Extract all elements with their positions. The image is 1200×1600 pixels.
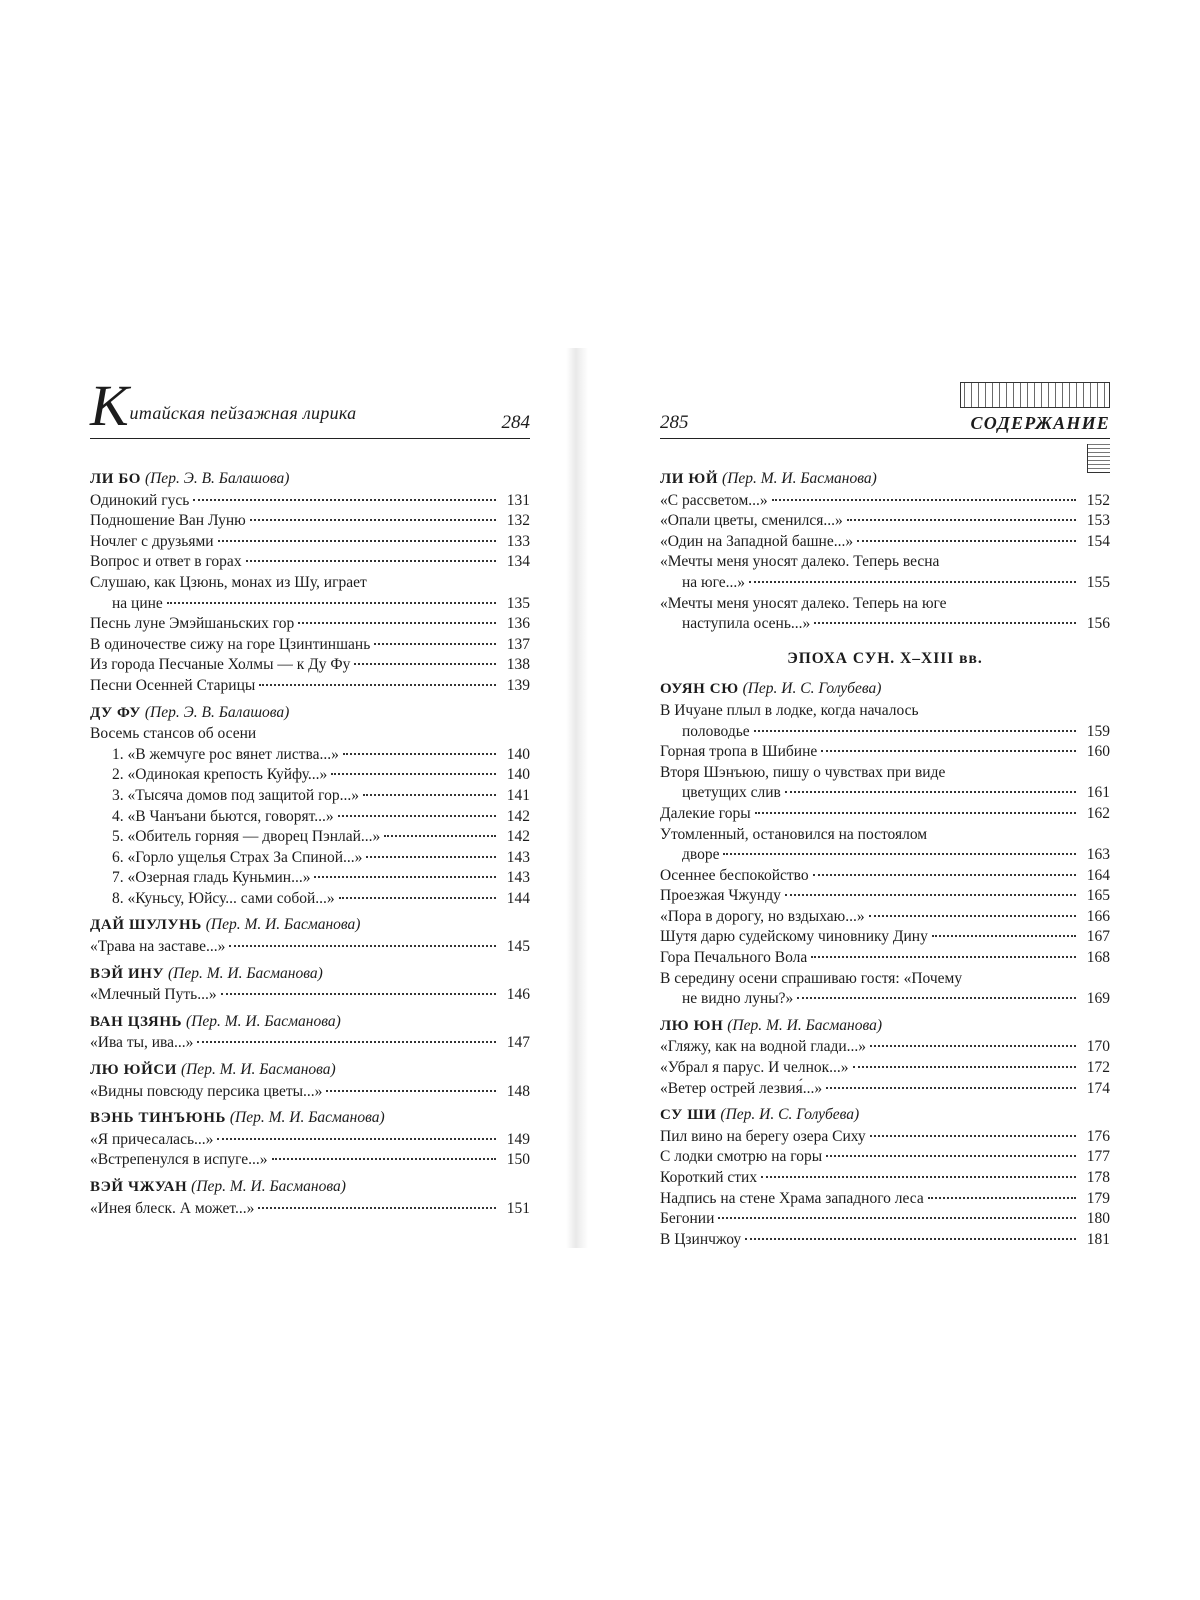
- entry-title: 8. «Куньсу, Юйсу... сами собой...»: [112, 889, 335, 907]
- entry-title-line[interactable]: «Мечты меня уносят далеко. Теперь на юге: [660, 594, 947, 612]
- entry-title: Гора Печального Вола: [660, 949, 808, 967]
- group-title: Восемь стансов об осени: [90, 725, 257, 743]
- entry-page: 155: [1086, 573, 1110, 591]
- entry-title: Осеннее беспокойство: [660, 866, 809, 884]
- toc-entry[interactable]: [660, 783, 1110, 804]
- entry-page: 179: [1086, 1189, 1110, 1207]
- entry-title: Подношение Ван Луню: [90, 512, 246, 530]
- entry-page: 180: [1086, 1210, 1110, 1228]
- entry-page: 164: [1086, 866, 1110, 884]
- translator-credit: (Пер. М. И. Басманова): [205, 916, 361, 934]
- toc-entry[interactable]: [660, 989, 1110, 1010]
- toc-entry[interactable]: [90, 745, 530, 766]
- entry-page: 143: [506, 848, 530, 866]
- toc-entry[interactable]: [660, 532, 1110, 553]
- entry-title: на цине: [112, 594, 163, 612]
- toc-entry[interactable]: [660, 1230, 1110, 1251]
- entry-title: Одинокий гусь: [90, 491, 190, 509]
- entry-title: Горная тропа в Шибине: [660, 743, 818, 761]
- entry-title: Пил вино на берегу озера Сиху: [660, 1127, 866, 1145]
- toc-entry[interactable]: [90, 765, 530, 786]
- toc-entry[interactable]: [660, 804, 1110, 825]
- author-heading: [90, 1060, 530, 1081]
- entry-title: 6. «Горло ущелья Страх За Спиной...»: [112, 848, 363, 866]
- toc-entry[interactable]: [660, 742, 1110, 763]
- entry-title: Песни Осенней Старицы: [90, 676, 256, 694]
- ornament-border-decoration: [960, 382, 1110, 408]
- ornament-corner-decoration: [1087, 444, 1110, 473]
- toc-entry[interactable]: [660, 614, 1110, 635]
- entry-title: 7. «Озерная гладь Куньмин...»: [112, 869, 311, 887]
- entry-page: 163: [1086, 846, 1110, 864]
- entry-title: Далекие горы: [660, 804, 751, 822]
- entry-title: «Видны повсюду персика цветы...»: [90, 1082, 323, 1100]
- toc-entry[interactable]: [90, 985, 530, 1006]
- entry-page: 140: [506, 745, 530, 763]
- entry-page: 152: [1086, 491, 1110, 509]
- toc-entry[interactable]: [660, 722, 1110, 743]
- entry-title: Ночлег с друзьями: [90, 532, 214, 550]
- entry-title: С лодки смотрю на горы: [660, 1148, 823, 1166]
- toc-entry[interactable]: [660, 1209, 1110, 1230]
- left-page-header: [90, 373, 530, 439]
- translator-credit: (Пер. М. И. Басманова): [186, 1012, 341, 1030]
- translator-credit: (Пер. И. С. Голубева): [720, 1106, 860, 1124]
- entry-title: Надпись на стене Храма западного леса: [660, 1189, 924, 1207]
- entry-title: цветущих слив: [682, 784, 781, 802]
- toc-entry[interactable]: [660, 1037, 1110, 1058]
- author-name: ВЭЙ ЧЖУАН: [90, 1179, 188, 1195]
- toc-entry[interactable]: [90, 676, 530, 697]
- entry-page: 144: [506, 889, 530, 907]
- translator-credit: (Пер. М. И. Басманова): [168, 964, 323, 982]
- entry-page: 165: [1086, 887, 1110, 905]
- entry-page: 181: [1086, 1230, 1110, 1248]
- entry-page: 147: [506, 1034, 530, 1052]
- author-name: ЛЮ ЮН: [660, 1017, 724, 1034]
- page-number: 284: [501, 412, 530, 433]
- entry-page: 167: [1086, 928, 1110, 946]
- author-heading: [90, 703, 530, 724]
- author-name: ЛЮ ЮЙСИ: [90, 1062, 178, 1079]
- entry-title: Шутя дарю судейскому чиновнику Дину: [660, 928, 928, 946]
- entry-title: «Млечный Путь...»: [90, 986, 217, 1004]
- toc-entry[interactable]: [90, 614, 530, 635]
- toc-entry[interactable]: [660, 907, 1110, 928]
- entry-title: «Ива ты, ива...»: [90, 1034, 194, 1052]
- translator-credit: (Пер. М. И. Басманова): [191, 1178, 346, 1195]
- author-name: ВЭНЬ ТИНЪЮНЬ: [90, 1110, 227, 1127]
- entry-title: Вопрос и ответ в горах: [90, 553, 242, 571]
- entry-title: Проезжая Чжунду: [660, 887, 781, 905]
- entry-title-line[interactable]: В Ичуане плыл в лодке, когда началось: [660, 701, 919, 719]
- entry-title: 1. «В жемчуге рос вянет листва...»: [112, 745, 339, 763]
- toc-entry[interactable]: [90, 786, 530, 807]
- entry-title: на юге...»: [682, 573, 746, 591]
- entry-page: 153: [1086, 512, 1110, 530]
- entry-page: 138: [506, 656, 530, 674]
- toc-entry[interactable]: [660, 948, 1110, 969]
- toc-entry[interactable]: [660, 1168, 1110, 1189]
- toc-entry[interactable]: [660, 491, 1110, 512]
- entry-title: В одиночестве сижу на горе Цзинтиншань: [90, 635, 371, 653]
- translator-credit: (Пер. М. И. Басманова): [722, 470, 877, 487]
- entry-page: 131: [506, 491, 530, 509]
- entry-title: «Гляжу, как на водной глади...»: [660, 1038, 867, 1056]
- entry-page: 135: [506, 594, 530, 612]
- entry-page: 170: [1086, 1038, 1110, 1056]
- author-name: ДАЙ ШУЛУНЬ: [90, 917, 202, 934]
- running-title-initial: К: [90, 373, 129, 438]
- entry-page: 176: [1086, 1127, 1110, 1145]
- left-page: [90, 373, 530, 1219]
- entry-title: наступила осень...»: [682, 615, 811, 633]
- author-heading: [660, 679, 1110, 700]
- toc-entry[interactable]: [90, 807, 530, 828]
- entry-title: Из города Песчаные Холмы — к Ду Фу: [90, 656, 351, 674]
- toc-entry[interactable]: [660, 927, 1110, 948]
- entry-page: 137: [506, 635, 530, 653]
- entry-title: «Убрал я парус. И челнок...»: [660, 1059, 849, 1077]
- entry-page: 139: [506, 676, 530, 694]
- right-page-header: [660, 380, 1110, 439]
- toc-entry[interactable]: [90, 937, 530, 958]
- entry-title: «С рассветом...»: [660, 491, 768, 509]
- entry-page: 134: [506, 553, 530, 571]
- author-heading: [660, 1105, 1110, 1126]
- toc-entry[interactable]: [90, 1082, 530, 1103]
- entry-title: 2. «Одинокая крепость Куйфу...»: [112, 766, 328, 784]
- author-name: ЛИ ЮЙ: [660, 471, 719, 487]
- era-heading: ЭПОХА СУН. X–XIII вв.: [787, 649, 983, 667]
- toc-entry[interactable]: [90, 655, 530, 676]
- entry-title: «Трава на заставе...»: [90, 938, 226, 956]
- author-heading: [90, 1108, 530, 1129]
- table-of-contents-right: [660, 469, 1110, 1250]
- toc-entry[interactable]: [90, 635, 530, 656]
- author-heading: [660, 469, 1110, 490]
- entry-title-line[interactable]: Утомленный, остановился на постоялом: [660, 825, 928, 843]
- entry-title: «Пора в дорогу, но вздыхаю...»: [660, 907, 865, 925]
- author-name: ВЭЙ ИНУ: [90, 965, 165, 982]
- author-name: ОУЯН СЮ: [660, 681, 739, 698]
- entry-page: 162: [1086, 804, 1110, 822]
- author-heading: [90, 915, 530, 936]
- toc-entry[interactable]: [90, 491, 530, 512]
- entry-page: 149: [506, 1130, 530, 1148]
- entry-page: 145: [506, 938, 530, 956]
- entry-page: 160: [1086, 743, 1110, 761]
- entry-title: не видно луны?»: [682, 990, 794, 1008]
- entry-title: В Цзинчжоу: [660, 1230, 742, 1248]
- entry-title: «Встрепенулся в испуге...»: [90, 1151, 268, 1169]
- entry-title-line[interactable]: «Мечты меня уносят далеко. Теперь весна: [660, 553, 940, 571]
- entry-page: 148: [506, 1082, 530, 1100]
- toc-entry[interactable]: [90, 1150, 530, 1171]
- author-name: СУ ШИ: [660, 1107, 717, 1124]
- toc-entry[interactable]: [90, 532, 530, 553]
- right-page: [660, 380, 1110, 1250]
- entry-title: Бегонии: [660, 1210, 715, 1228]
- entry-title: «Опали цветы, сменился...»: [660, 512, 843, 530]
- toc-entry[interactable]: [660, 1079, 1110, 1100]
- entry-page: 136: [506, 615, 530, 633]
- toc-entry[interactable]: [660, 511, 1110, 532]
- entry-page: 150: [506, 1151, 530, 1169]
- table-of-contents-left: [90, 469, 530, 1219]
- toc-entry[interactable]: [90, 848, 530, 869]
- entry-title: 4. «В Чанъани бьются, говорят...»: [112, 807, 334, 825]
- entry-page: 143: [506, 869, 530, 887]
- entry-title-line[interactable]: Вторя Шэнъюю, пишу о чувствах при виде: [660, 763, 946, 781]
- entry-page: 169: [1086, 990, 1110, 1008]
- running-title-text: итайская пейзажная лирика: [129, 403, 357, 423]
- page-number: 285: [660, 412, 689, 433]
- author-heading: [90, 1012, 530, 1033]
- entry-page: 146: [506, 986, 530, 1004]
- entry-page: 142: [506, 828, 530, 846]
- toc-entry[interactable]: [660, 1189, 1110, 1210]
- toc-entry[interactable]: [90, 594, 530, 615]
- author-heading: [90, 964, 530, 985]
- toc-entry[interactable]: [660, 866, 1110, 887]
- entry-title: 3. «Тысяча домов под защитой гор...»: [112, 786, 359, 804]
- author-heading: [90, 1177, 530, 1198]
- translator-credit: (Пер. Э. В. Балашова): [144, 703, 290, 721]
- entry-title: дворе: [682, 846, 720, 864]
- toc-entry[interactable]: [90, 1033, 530, 1054]
- toc-entry[interactable]: [660, 573, 1110, 594]
- entry-page: 166: [1086, 907, 1110, 925]
- entry-page: 140: [506, 766, 530, 784]
- entry-title: «Инея блеск. А может...»: [90, 1199, 255, 1217]
- toc-entry[interactable]: [660, 1147, 1110, 1168]
- entry-title: Песнь луне Эмэйшаньских гор: [90, 615, 295, 633]
- entry-page: 174: [1086, 1079, 1110, 1097]
- section-title: СОДЕРЖАНИЕ: [970, 413, 1110, 433]
- entry-title: «Ветер острей лезвия́...»: [660, 1079, 823, 1097]
- entry-title-line[interactable]: Слушаю, как Цзюнь, монах из Шу, играет: [90, 573, 367, 591]
- entry-title: «Один на Западной башне...»: [660, 532, 854, 550]
- entry-title: Короткий стих: [660, 1169, 758, 1186]
- author-name: ВАН ЦЗЯНЬ: [90, 1013, 183, 1030]
- entry-page: 132: [506, 512, 530, 530]
- entry-page: 172: [1086, 1059, 1110, 1077]
- entry-page: 142: [506, 807, 530, 825]
- toc-entry[interactable]: [660, 1058, 1110, 1079]
- translator-credit: (Пер. М. И. Басманова): [727, 1016, 882, 1034]
- entry-page: 159: [1086, 722, 1110, 740]
- author-heading: [90, 469, 530, 490]
- toc-entry[interactable]: [90, 1130, 530, 1151]
- translator-credit: (Пер. М. И. Басманова): [180, 1061, 336, 1079]
- toc-entry[interactable]: [660, 845, 1110, 866]
- translator-credit: (Пер. Э. В. Балашова): [144, 470, 290, 487]
- toc-entry[interactable]: [90, 1199, 530, 1220]
- toc-entry[interactable]: [90, 552, 530, 573]
- entry-page: 141: [506, 786, 530, 804]
- author-heading: [660, 1016, 1110, 1037]
- entry-page: 154: [1086, 532, 1110, 550]
- entry-page: 168: [1086, 949, 1110, 967]
- running-title: [90, 373, 357, 438]
- entry-title: «Я причесалась...»: [90, 1130, 214, 1148]
- entry-page: 151: [506, 1199, 530, 1217]
- translator-credit: (Пер. И. С. Голубева): [742, 680, 882, 698]
- entry-title-line[interactable]: В середину осени спрашиваю гостя: «Почему: [660, 969, 963, 987]
- entry-page: 156: [1086, 615, 1110, 633]
- toc-entry[interactable]: [90, 827, 530, 848]
- book-gutter: [566, 348, 588, 1248]
- entry-title: половодье: [682, 722, 750, 740]
- author-name: ДУ ФУ: [90, 704, 142, 721]
- author-name: ЛИ БО: [90, 471, 142, 487]
- toc-entry[interactable]: [90, 868, 530, 889]
- translator-credit: (Пер. М. И. Басманова): [229, 1109, 385, 1127]
- toc-entry[interactable]: [90, 889, 530, 910]
- entry-page: 161: [1086, 784, 1110, 802]
- toc-entry[interactable]: [90, 511, 530, 532]
- toc-entry[interactable]: [660, 1127, 1110, 1148]
- toc-entry[interactable]: [660, 886, 1110, 907]
- entry-title: 5. «Обитель горняя — дворец Пэнлай...»: [112, 828, 381, 846]
- entry-page: 177: [1086, 1148, 1110, 1166]
- entry-page: 178: [1086, 1169, 1110, 1186]
- entry-page: 133: [506, 532, 530, 550]
